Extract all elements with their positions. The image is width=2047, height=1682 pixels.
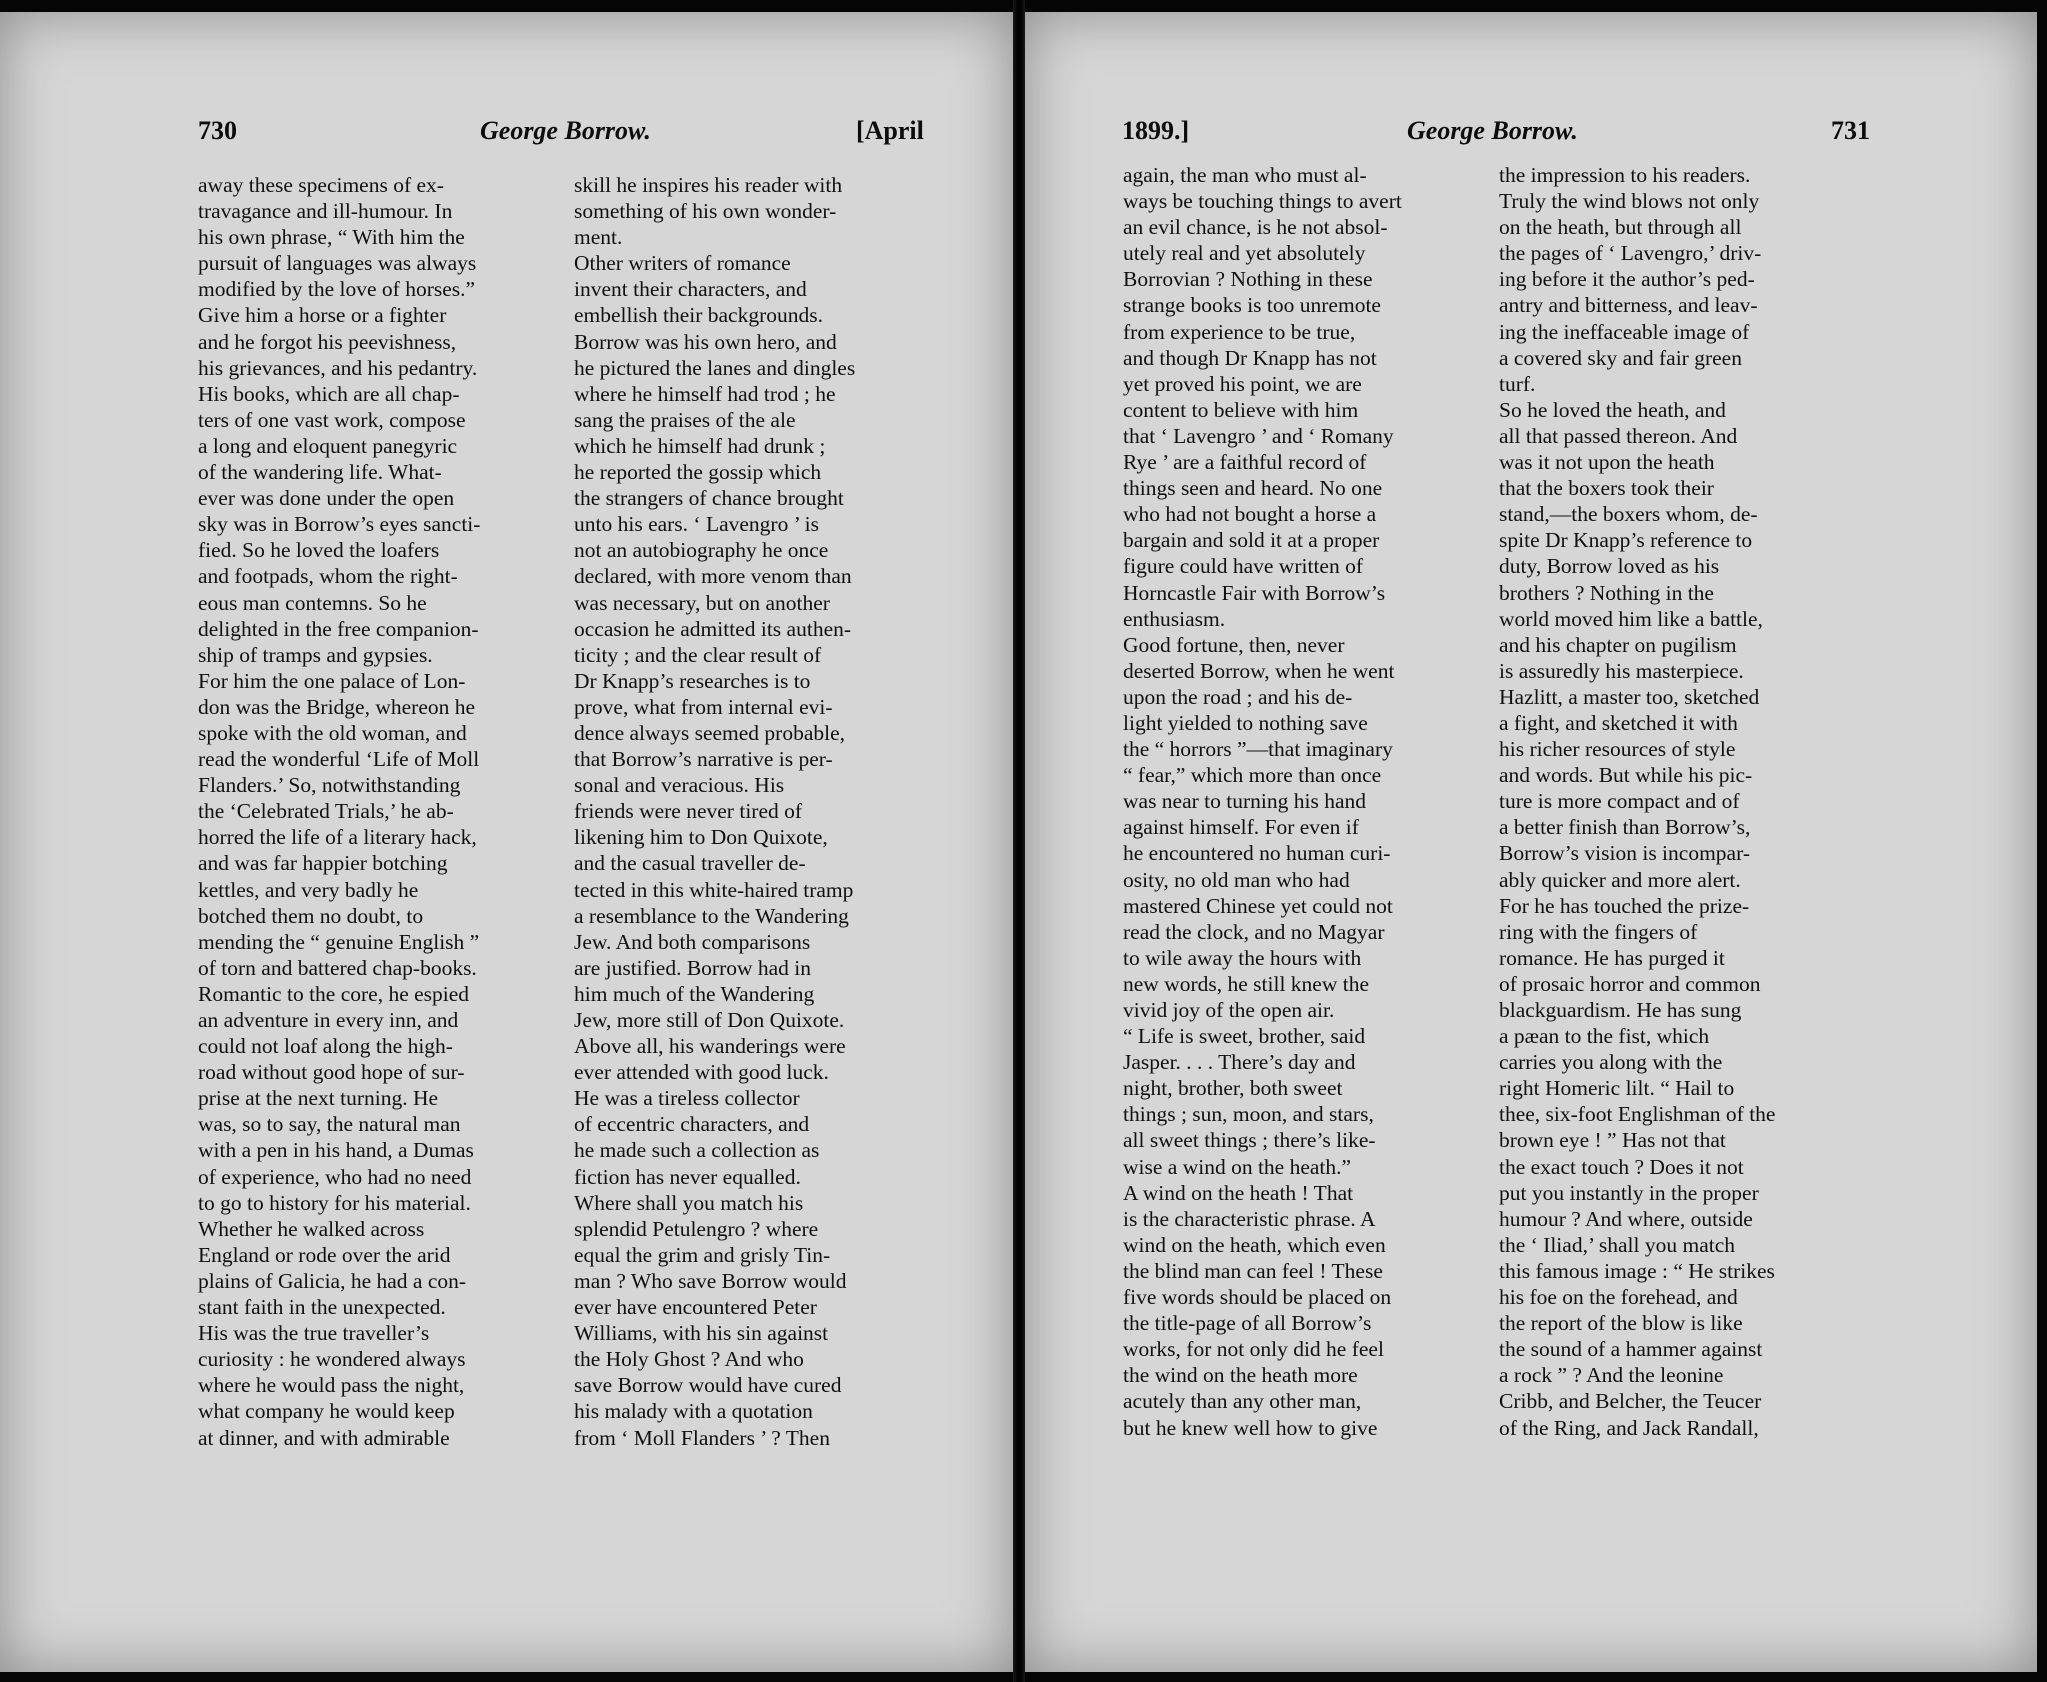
column-text: the impression to his readers. Truly the wind blows not only on the heath, but through all the pages of ‘ Lavengro,’ driv- ing before it the author’s ped- antry and bitterness, and leav- ing the ineffaceable image of a covered sky and fair green turf. So he loved the heath, and all that passed thereon. And was it not upon the heath that the boxers took their stand,—the boxers whom, de- spite Dr Knapp’s reference to duty, Borrow loved as his brothers ? Nothing in the world moved him like a battle, and his chapter on pugilism is assuredly his masterpiece. Hazlitt, a master too, sketched a fight, and sketched it with his richer resources of style and words. But while his pic- ture is more compact and of a better finish than Borrow’s, Borrow’s vision is incompar- ably quicker and more alert. For he has touched the prize- ring with the fingers of romance. He has purged it of prosaic horror and common blackguardism. He has sung a pæan to the fist, which carries you along with the right Homeric lilt. “ Hail to thee, six-foot Englishman of the brown eye ! ” Has not that the exact touch ? Does it not put you instantly in the proper humour ? And where, outside the ‘ Iliad,’ shall you match this famous image : “ He strikes his foe on the forehead, and the report of the blow is like the sound of a hammer against a rock ” ? And the leonine Cribb, and Belcher, the Teucer of the Ring, and Jack Randall, <box>1499 163 1776 1440</box>
header-month: [April <box>856 116 924 145</box>
left-page <box>0 12 1013 1672</box>
right-page-header <box>1122 116 1870 150</box>
text-column-1 <box>1123 162 1481 1441</box>
header-year: 1899.] <box>1122 116 1190 145</box>
left-page-header <box>198 116 928 150</box>
column-text: away these specimens of ex- travagance and ill-humour. In his own phrase, “ With him the pursuit of languages was always modified by the love of horses.” Give him a horse or a fighter and he forgot his peevishness, his grievances, and his pedantry. His books, which are all chap- ters of one vast work, compose a long and eloquent panegyric of the wandering life. What- ever was done under the open sky was in Borrow’s eyes sancti- fied. So he loved the loafers and footpads, whom the right- eous man contemns. So he delighted in the free companion- ship of tramps and gypsies. For him the one palace of Lon- don was the Bridge, whereon he spoke with the old woman, and read the wonderful ‘Life of Moll Flanders.’ So, notwithstanding the ‘Celebrated Trials,’ he ab- horred the life of a literary hack, and was far happier botching kettles, and very badly he botched them no doubt, to mending the “ genuine English ” of torn and battered chap-books. Romantic to the core, he espied an adventure in every inn, and could not loaf along the high- road without good hope of sur- prise at the next turning. He was, so to say, the natural man with a pen in his hand, a Dumas of experience, who had no need to go to history for his material. Whether he walked across England or rode over the arid plains of Galicia, he had a con- stant faith in the unexpected. His was the true traveller’s curiosity : he wondered always where he would pass the night, what company he would keep at dinner, and with admirable <box>198 173 481 1450</box>
text-column-2 <box>574 172 932 1451</box>
column-text: again, the man who must al- ways be touching things to avert an evil chance, is he not absol- utely real and yet absolutely Borrovian ? Nothing in these strange books is too unremote from experience to be true, and though Dr Knapp has not yet proved his point, we are content to believe with him that ‘ Lavengro ’ and ‘ Romany Rye ’ are a faithful record of things seen and heard. No one who had not bought a horse a bargain and sold it at a proper figure could have written of Horncastle Fair with Borrow’s enthusiasm. Good fortune, then, never deserted Borrow, when he went upon the road ; and his de- light yielded to nothing save the “ horrors ”—that imaginary “ fear,” which more than once was near to turning his hand against himself. For even if he encountered no human curi- osity, no old man who had mastered Chinese yet could not read the clock, and no Magyar to wile away the hours with new words, he still knew the vivid joy of the open air. “ Life is sweet, brother, said Jasper. . . . There’s day and night, brother, both sweet things ; sun, moon, and stars, all sweet things ; there’s like- wise a wind on the heath.” A wind on the heath ! That is the characteristic phrase. A wind on the heath, which even the blind man can feel ! These five words should be placed on the title-page of all Borrow’s works, for not only did he feel the wind on the heath more acutely than any other man, but he knew well how to give <box>1123 163 1402 1440</box>
text-column-1 <box>198 172 555 1451</box>
running-title: George Borrow. <box>1407 116 1578 145</box>
text-column-2 <box>1499 162 1856 1441</box>
page-number: 731 <box>1831 116 1870 145</box>
page-number: 730 <box>198 116 237 145</box>
running-title: George Borrow. <box>480 116 651 145</box>
book-gutter <box>1013 0 1025 1682</box>
column-text: skill he inspires his reader with something of his own wonder- ment. Other writers of romance invent their characters, and embellish their backgrounds. Borrow was his own hero, and he pictured the lanes and dingles where he himself had trod ; he sang the praises of the ale which he himself had drunk ; he reported the gossip which the strangers of chance brought unto his ears. ‘ Lavengro ’ is not an autobiography he once declared, with more venom than was necessary, but on another occasion he admitted its authen- ticity ; and the clear result of Dr Knapp’s researches is to prove, what from internal evi- dence always seemed probable, that Borrow’s narrative is per- sonal and veracious. His friends were never tired of likening him to Don Quixote, and the casual traveller de- tected in this white-haired tramp a resemblance to the Wandering Jew. And both comparisons are justified. Borrow had in him much of the Wandering Jew, more still of Don Quixote. Above all, his wanderings were ever attended with good luck. He was a tireless collector of eccentric characters, and he made such a collection as fiction has never equalled. Where shall you match his splendid Petulengro ? where equal the grim and grisly Tin- man ? Who save Borrow would ever have encountered Peter Williams, with his sin against the Holy Ghost ? And who save Borrow would have cured his malady with a quotation from ‘ Moll Flanders ’ ? Then <box>574 173 856 1450</box>
right-page <box>1025 12 2037 1672</box>
